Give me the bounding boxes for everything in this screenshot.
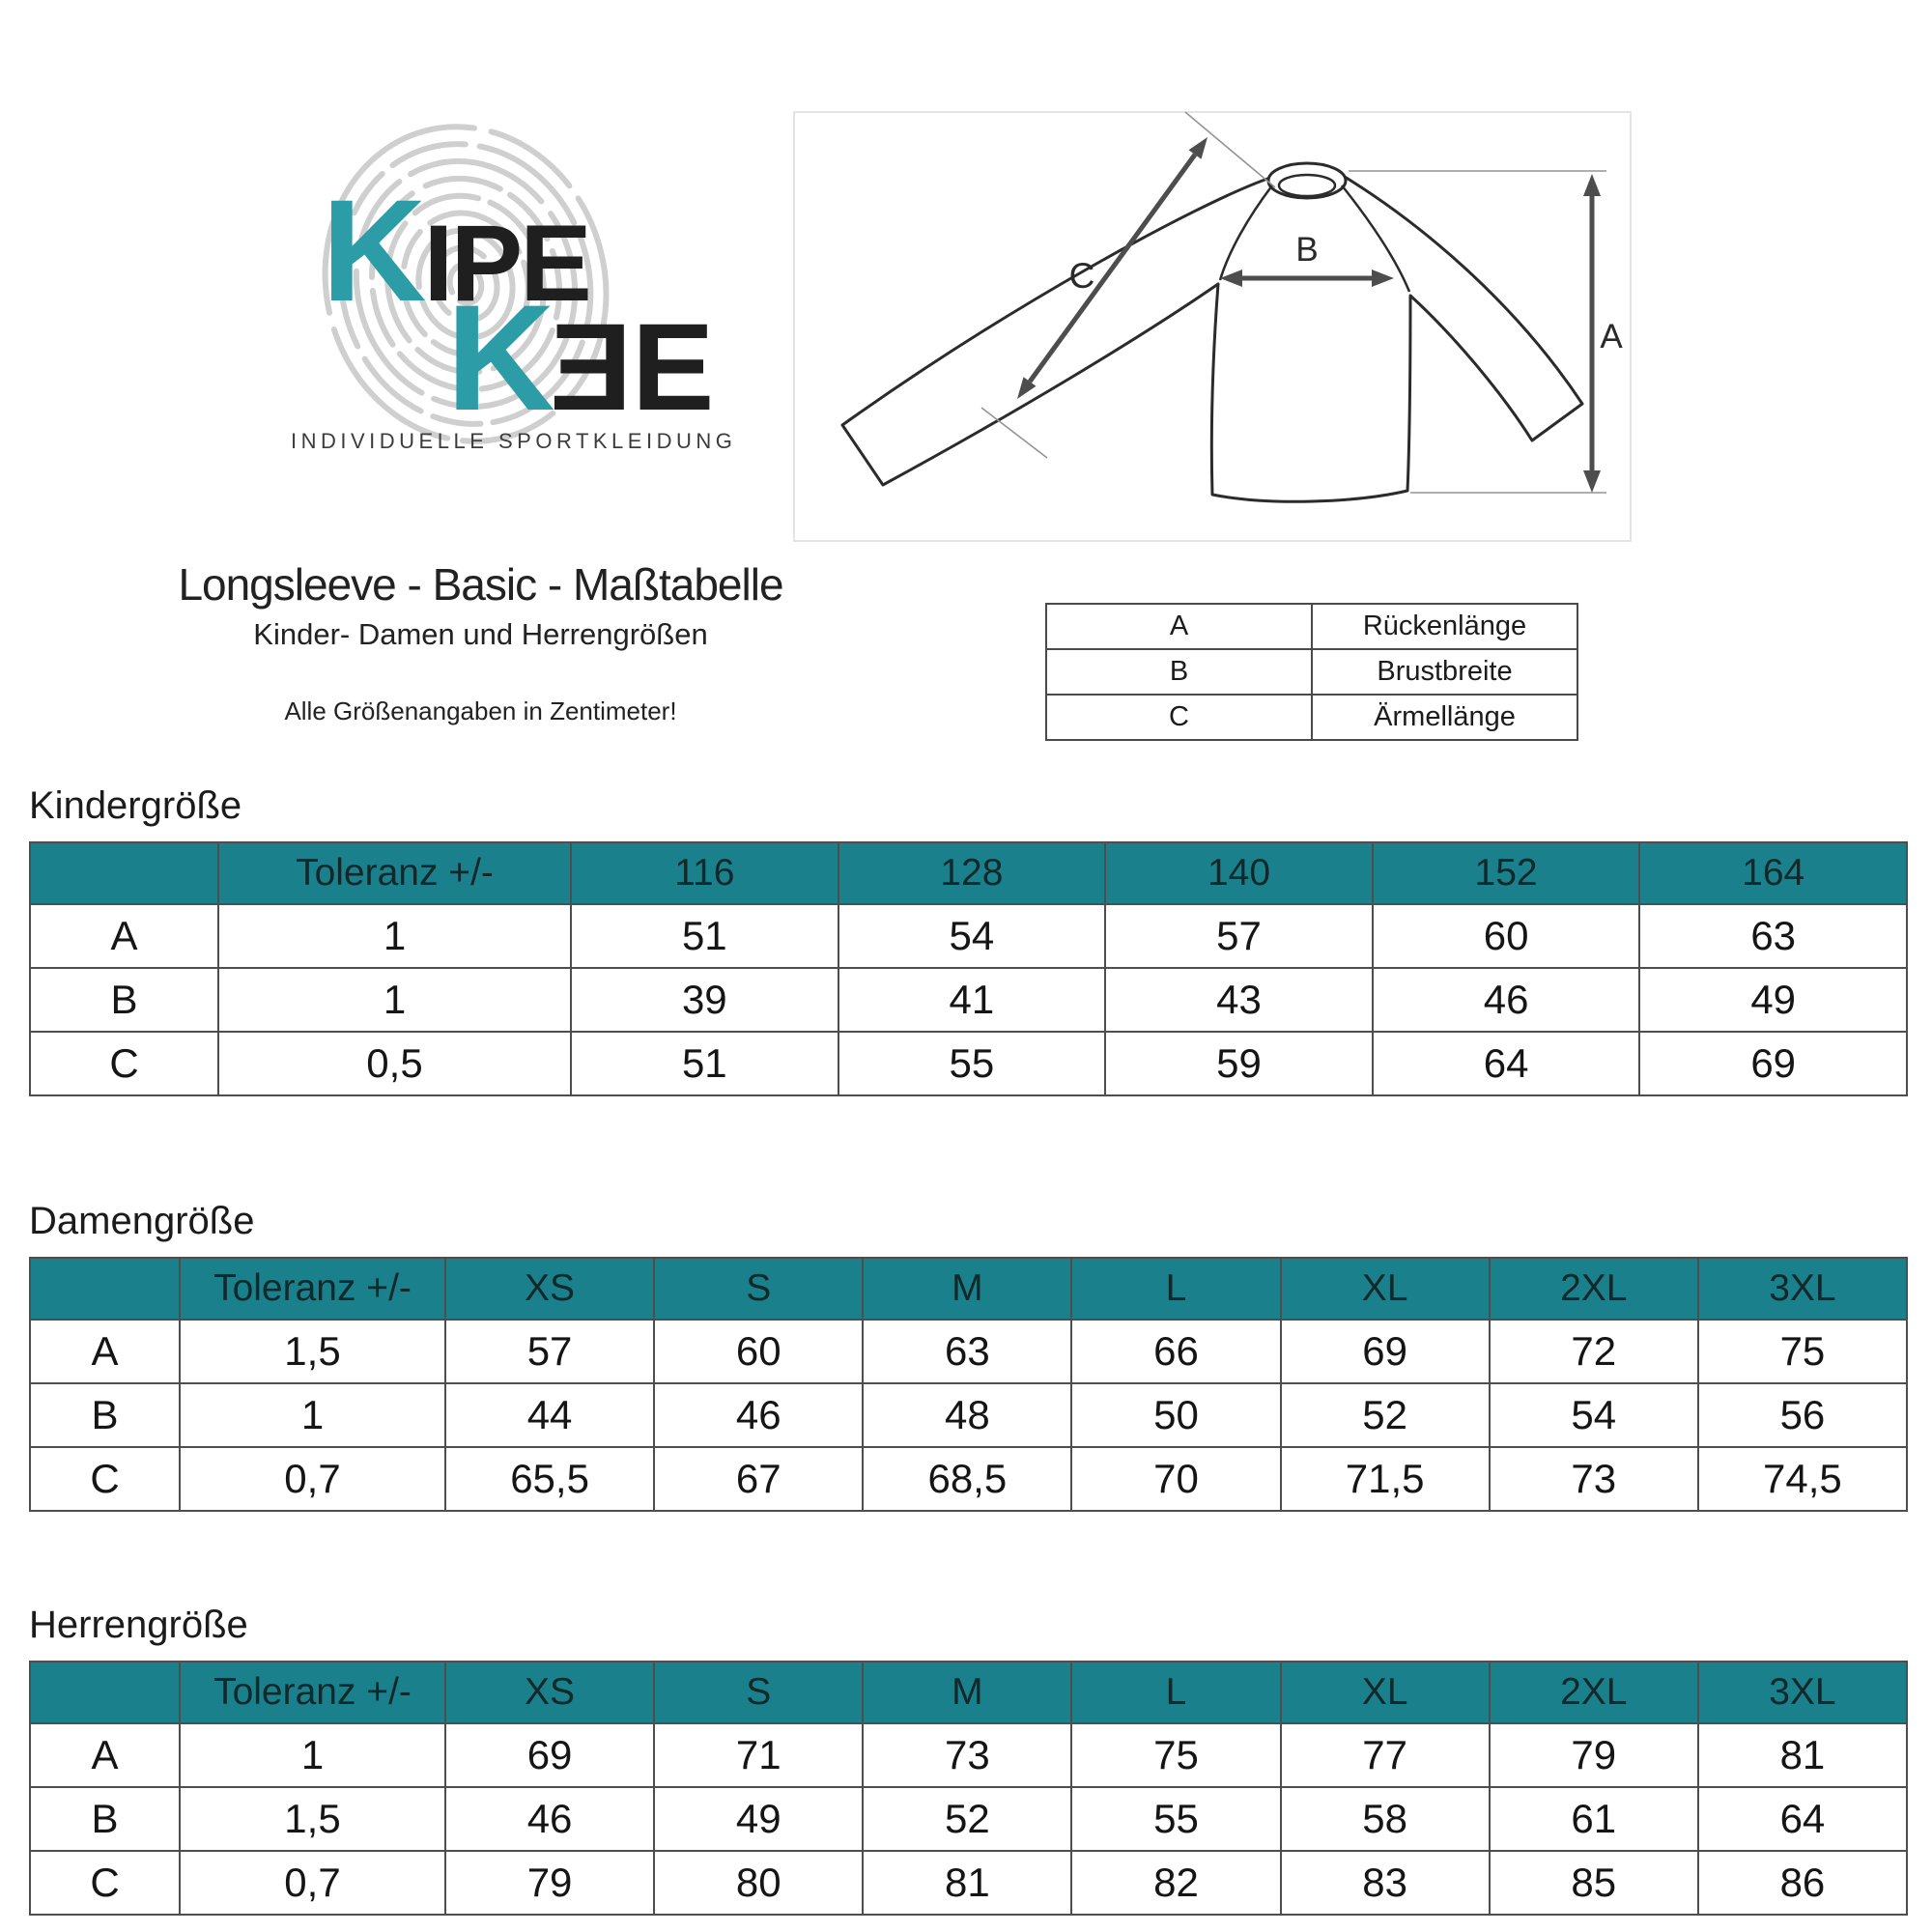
header-cell: 128: [838, 842, 1106, 904]
header-cell: Toleranz +/-: [180, 1662, 445, 1723]
value-cell: 59: [1105, 1032, 1373, 1095]
value-cell: 49: [1639, 968, 1907, 1032]
value-cell: 69: [1281, 1320, 1490, 1383]
row-label-cell: C: [30, 1032, 218, 1095]
value-cell: 60: [654, 1320, 863, 1383]
value-cell: 60: [1373, 904, 1640, 968]
value-cell: 79: [445, 1851, 654, 1915]
logo-k2-letter: K: [446, 274, 553, 442]
logo-wordmark-line2: [446, 274, 712, 442]
value-cell: 74,5: [1698, 1447, 1907, 1511]
header-cell: 2XL: [1490, 1662, 1698, 1723]
value-cell: 58: [1281, 1787, 1490, 1851]
logo-ipe-letters: IPE: [423, 203, 589, 324]
value-cell: 51: [571, 1032, 838, 1095]
value-cell: 52: [1281, 1383, 1490, 1447]
header-cell: L: [1071, 1662, 1280, 1723]
row-label-cell: A: [30, 1723, 180, 1787]
legend-key: C: [1046, 695, 1312, 740]
value-cell: 64: [1373, 1032, 1640, 1095]
header-cell: 164: [1639, 842, 1907, 904]
logo-mirrored-e-letter: E: [552, 298, 633, 437]
value-cell: 72: [1490, 1320, 1698, 1383]
header-cell: S: [654, 1662, 863, 1723]
header-cell: M: [863, 1258, 1071, 1320]
header-cell: XS: [445, 1662, 654, 1723]
value-cell: 54: [1490, 1383, 1698, 1447]
header-cell: XS: [445, 1258, 654, 1320]
value-cell: 0,5: [218, 1032, 571, 1095]
table-header-row: [30, 1662, 1907, 1723]
shirt-outline: [842, 177, 1582, 501]
logo-tagline: INDIVIDUELLE SPORTKLEIDUNG: [291, 429, 737, 453]
header-cell: 2XL: [1490, 1258, 1698, 1320]
value-cell: 71,5: [1281, 1447, 1490, 1511]
header-cell: XL: [1281, 1662, 1490, 1723]
value-cell: 61: [1490, 1787, 1698, 1851]
table-header-row: [30, 1258, 1907, 1320]
value-cell: 54: [838, 904, 1106, 968]
value-cell: 50: [1071, 1383, 1280, 1447]
header-cell: 3XL: [1698, 1258, 1907, 1320]
row-label-cell: A: [30, 1320, 180, 1383]
header-cell: 152: [1373, 842, 1640, 904]
table-row: [30, 1447, 1907, 1511]
table-row: [30, 1320, 1907, 1383]
value-cell: 75: [1071, 1723, 1280, 1787]
value-cell: 81: [1698, 1723, 1907, 1787]
value-cell: 75: [1698, 1320, 1907, 1383]
page-title: Longsleeve - Basic - Maßtabelle: [178, 559, 783, 610]
value-cell: 80: [654, 1851, 863, 1915]
legend-desc: Ärmellänge: [1312, 695, 1577, 740]
value-cell: 1,5: [180, 1787, 445, 1851]
value-cell: 83: [1281, 1851, 1490, 1915]
diagram-label-a: A: [1600, 318, 1623, 355]
legend-key: A: [1046, 604, 1312, 649]
value-cell: 69: [1639, 1032, 1907, 1095]
value-cell: 0,7: [180, 1851, 445, 1915]
value-cell: 51: [571, 904, 838, 968]
legend-row: [1046, 695, 1577, 740]
value-cell: 46: [1373, 968, 1640, 1032]
header-cell: Toleranz +/-: [218, 842, 571, 904]
value-cell: 55: [1071, 1787, 1280, 1851]
value-cell: 55: [838, 1032, 1106, 1095]
value-cell: 1: [218, 968, 571, 1032]
value-cell: 86: [1698, 1851, 1907, 1915]
value-cell: 46: [445, 1787, 654, 1851]
header-cell: [30, 1662, 180, 1723]
herren-size-table: [29, 1661, 1908, 1916]
value-cell: 52: [863, 1787, 1071, 1851]
value-cell: 71: [654, 1723, 863, 1787]
value-cell: 57: [445, 1320, 654, 1383]
value-cell: 65,5: [445, 1447, 654, 1511]
measurement-legend-table: [1045, 603, 1578, 741]
herren-section: [29, 1602, 1908, 1916]
collar-outer: [1268, 163, 1346, 198]
kinder-section: [29, 782, 1908, 1096]
row-label-cell: B: [30, 968, 218, 1032]
diagram-label-c: C: [1068, 256, 1095, 296]
value-cell: 0,7: [180, 1447, 445, 1511]
value-cell: 57: [1105, 904, 1373, 968]
value-cell: 63: [1639, 904, 1907, 968]
value-cell: 77: [1281, 1723, 1490, 1787]
value-cell: 70: [1071, 1447, 1280, 1511]
header-cell: 3XL: [1698, 1662, 1907, 1723]
value-cell: 48: [863, 1383, 1071, 1447]
logo-e-letter: E: [632, 298, 712, 437]
value-cell: 39: [571, 968, 838, 1032]
value-cell: 46: [654, 1383, 863, 1447]
page-subtitle: Kinder- Damen und Herrengrößen: [253, 617, 708, 651]
header-cell: 116: [571, 842, 838, 904]
legend-key: B: [1046, 649, 1312, 695]
value-cell: 1,5: [180, 1320, 445, 1383]
value-cell: 43: [1105, 968, 1373, 1032]
value-cell: 69: [445, 1723, 654, 1787]
header-cell: [30, 1258, 180, 1320]
table-row: [30, 1723, 1907, 1787]
damen-size-table: [29, 1257, 1908, 1512]
header-cell: XL: [1281, 1258, 1490, 1320]
legend-row: [1046, 604, 1577, 649]
row-label-cell: A: [30, 904, 218, 968]
value-cell: 82: [1071, 1851, 1280, 1915]
row-label-cell: C: [30, 1851, 180, 1915]
header-cell: L: [1071, 1258, 1280, 1320]
header-cell: M: [863, 1662, 1071, 1723]
row-label-cell: B: [30, 1787, 180, 1851]
value-cell: 68,5: [863, 1447, 1071, 1511]
diagram-label-b: B: [1295, 231, 1319, 269]
table-row: [30, 1032, 1907, 1095]
table-row: [30, 1787, 1907, 1851]
value-cell: 49: [654, 1787, 863, 1851]
value-cell: 41: [838, 968, 1106, 1032]
row-label-cell: C: [30, 1447, 180, 1511]
value-cell: 1: [180, 1723, 445, 1787]
damen-section: [29, 1198, 1908, 1512]
legend-row: [1046, 649, 1577, 695]
raglan-seam-left: [1220, 185, 1272, 280]
kinder-size-table: [29, 841, 1908, 1096]
table-row: [30, 904, 1907, 968]
header-cell: [30, 842, 218, 904]
legend-desc: Brustbreite: [1312, 649, 1577, 695]
table-row: [30, 1383, 1907, 1447]
value-cell: 1: [180, 1383, 445, 1447]
header-cell: 140: [1105, 842, 1373, 904]
shirt-measurement-diagram: [792, 106, 1642, 546]
value-cell: 81: [863, 1851, 1071, 1915]
units-note: Alle Größenangaben in Zentimeter!: [284, 696, 677, 725]
value-cell: 73: [1490, 1447, 1698, 1511]
legend-desc: Rückenlänge: [1312, 604, 1577, 649]
table-row: [30, 968, 1907, 1032]
herren-section-label: Herrengröße: [29, 1604, 248, 1646]
value-cell: 73: [863, 1723, 1071, 1787]
table-header-row: [30, 842, 1907, 904]
table-row: [30, 1851, 1907, 1915]
value-cell: 63: [863, 1320, 1071, 1383]
value-cell: 64: [1698, 1787, 1907, 1851]
logo-k-letter: K: [322, 169, 424, 331]
value-cell: 66: [1071, 1320, 1280, 1383]
value-cell: 1: [218, 904, 571, 968]
header-cell: S: [654, 1258, 863, 1320]
row-label-cell: B: [30, 1383, 180, 1447]
kinder-section-label: Kindergröße: [29, 784, 242, 827]
value-cell: 67: [654, 1447, 863, 1511]
value-cell: 79: [1490, 1723, 1698, 1787]
value-cell: 44: [445, 1383, 654, 1447]
damen-section-label: Damengröße: [29, 1200, 255, 1242]
title-block: [0, 558, 961, 726]
value-cell: 85: [1490, 1851, 1698, 1915]
value-cell: 56: [1698, 1383, 1907, 1447]
header-cell: Toleranz +/-: [180, 1258, 445, 1320]
